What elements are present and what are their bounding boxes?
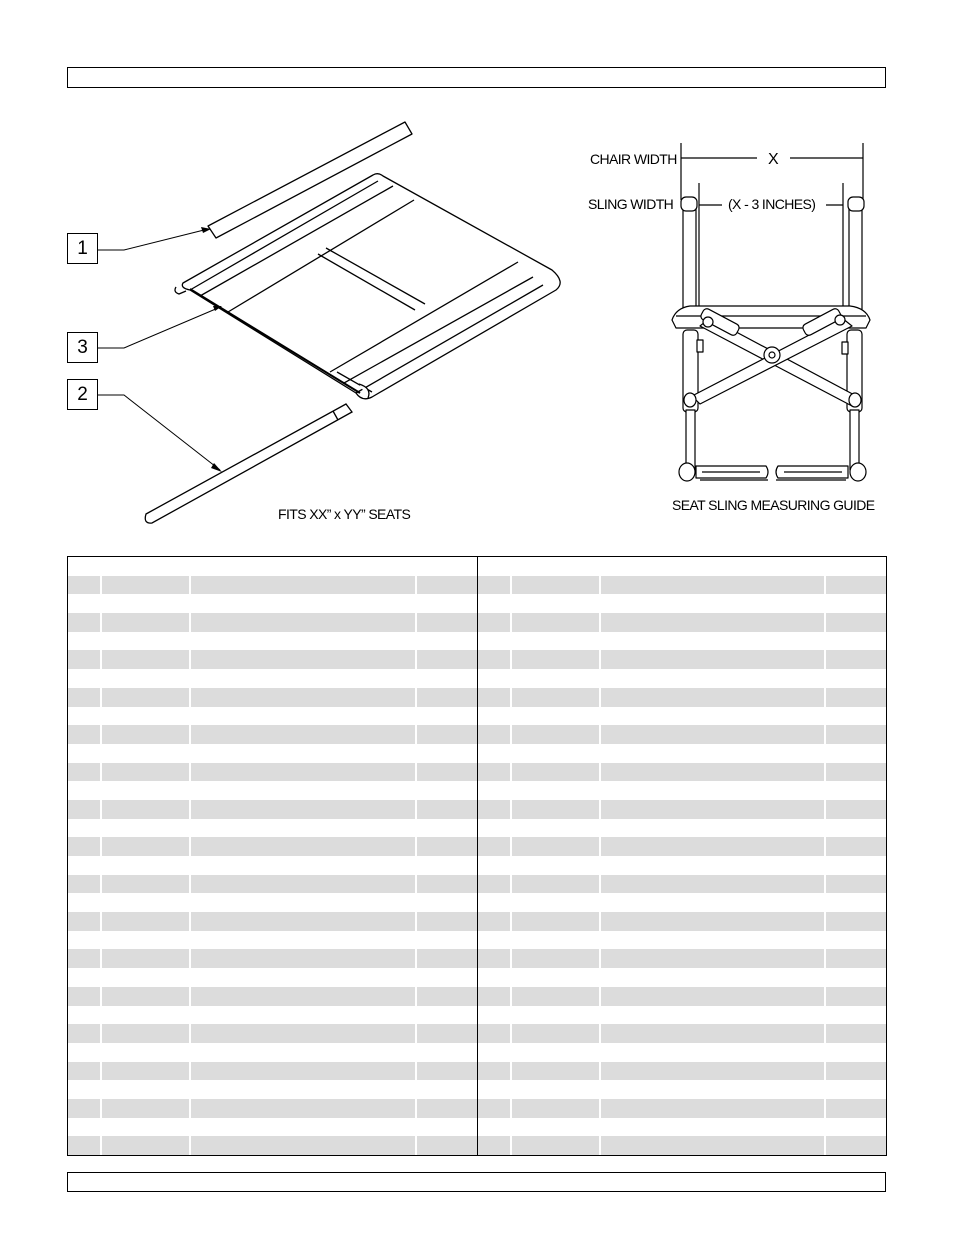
footer-box — [67, 1172, 886, 1192]
table-cell-separator — [510, 949, 512, 968]
table-row — [478, 987, 886, 1006]
seat-sling-exploded-view — [0, 0, 954, 560]
measuring-guide-caption: SEAT SLING MEASURING GUIDE — [672, 497, 875, 513]
table-cell-separator — [100, 875, 102, 894]
table-row — [478, 1062, 886, 1081]
table-cell-separator — [100, 1062, 102, 1081]
table-cell-separator — [415, 613, 417, 632]
table-cell-separator — [189, 912, 191, 931]
table-row — [68, 669, 477, 688]
table-cell-separator — [415, 949, 417, 968]
table-cell-separator — [510, 800, 512, 819]
table-row — [68, 1024, 477, 1043]
table-cell-separator — [599, 912, 601, 931]
table-cell-separator — [510, 725, 512, 744]
table-cell-separator — [100, 576, 102, 595]
table-cell-separator — [415, 1062, 417, 1081]
table-row — [478, 875, 886, 894]
table-row — [68, 912, 477, 931]
table-row — [478, 688, 886, 707]
table-cell-separator — [599, 650, 601, 669]
table-row — [68, 744, 477, 763]
table-cell-separator — [189, 1024, 191, 1043]
table-cell-separator — [100, 613, 102, 632]
table-cell-separator — [599, 688, 601, 707]
table-cell-separator — [510, 613, 512, 632]
table-row — [68, 688, 477, 707]
table-row — [478, 837, 886, 856]
table-cell-separator — [510, 1099, 512, 1118]
table-cell-separator — [824, 912, 826, 931]
table-cell-separator — [824, 725, 826, 744]
table-row — [68, 800, 477, 819]
sling-width-label: SLING WIDTH — [588, 196, 674, 212]
table-cell-separator — [100, 912, 102, 931]
table-row — [68, 707, 477, 726]
table-row — [478, 968, 886, 987]
table-cell-separator — [100, 688, 102, 707]
sling-width-value: (X - 3 INCHES) — [728, 196, 816, 212]
table-cell-separator — [599, 800, 601, 819]
table-row — [478, 744, 886, 763]
table-row — [478, 1080, 886, 1099]
table-cell-separator — [415, 1136, 417, 1155]
table-row — [478, 781, 886, 800]
table-cell-separator — [599, 1024, 601, 1043]
table-row — [68, 856, 477, 875]
table-cell-separator — [599, 725, 601, 744]
table-row — [478, 893, 886, 912]
table-row — [68, 613, 477, 632]
table-row — [478, 669, 886, 688]
table-cell-separator — [824, 576, 826, 595]
table-row — [478, 912, 886, 931]
table-cell-separator — [824, 1136, 826, 1155]
table-cell-separator — [100, 1099, 102, 1118]
table-cell-separator — [510, 1136, 512, 1155]
table-cell-separator — [189, 613, 191, 632]
table-cell-separator — [599, 1062, 601, 1081]
table-cell-separator — [599, 576, 601, 595]
parts-table-right-column — [478, 557, 886, 1155]
table-cell-separator — [824, 800, 826, 819]
table-row — [68, 650, 477, 669]
table-cell-separator — [415, 1024, 417, 1043]
table-row — [478, 707, 886, 726]
table-cell-separator — [189, 688, 191, 707]
table-row — [68, 987, 477, 1006]
table-cell-separator — [100, 837, 102, 856]
table-cell-separator — [510, 650, 512, 669]
table-row — [68, 763, 477, 782]
table-row — [68, 725, 477, 744]
table-row — [478, 632, 886, 651]
table-cell-separator — [415, 688, 417, 707]
table-cell-separator — [824, 688, 826, 707]
table-row — [478, 576, 886, 595]
table-cell-separator — [189, 650, 191, 669]
table-cell-separator — [189, 576, 191, 595]
table-cell-separator — [510, 837, 512, 856]
table-row — [68, 594, 477, 613]
table-cell-separator — [599, 987, 601, 1006]
table-cell-separator — [415, 576, 417, 595]
table-cell-separator — [824, 763, 826, 782]
table-row — [478, 650, 886, 669]
table-cell-separator — [415, 725, 417, 744]
fits-caption: FITS XX” x YY” SEATS — [278, 506, 411, 522]
table-row — [68, 837, 477, 856]
table-cell-separator — [415, 912, 417, 931]
table-cell-separator — [510, 1062, 512, 1081]
table-cell-separator — [824, 987, 826, 1006]
table-cell-separator — [824, 1062, 826, 1081]
table-cell-separator — [100, 1136, 102, 1155]
table-row — [478, 1043, 886, 1062]
table-row — [478, 613, 886, 632]
table-cell-separator — [599, 1099, 601, 1118]
table-row — [478, 763, 886, 782]
table-cell-separator — [599, 613, 601, 632]
table-cell-separator — [189, 725, 191, 744]
table-cell-separator — [189, 1136, 191, 1155]
table-cell-separator — [510, 576, 512, 595]
table-cell-separator — [189, 875, 191, 894]
table-cell-separator — [599, 837, 601, 856]
table-cell-separator — [599, 763, 601, 782]
table-cell-separator — [100, 1024, 102, 1043]
callout-1: 1 — [67, 233, 98, 264]
table-row — [68, 632, 477, 651]
table-cell-separator — [510, 763, 512, 782]
table-row — [68, 931, 477, 950]
table-cell-separator — [510, 987, 512, 1006]
table-cell-separator — [510, 1024, 512, 1043]
table-row — [68, 949, 477, 968]
table-row — [478, 1006, 886, 1025]
table-cell-separator — [415, 650, 417, 669]
table-cell-separator — [415, 800, 417, 819]
table-cell-separator — [824, 650, 826, 669]
callout-3: 3 — [67, 332, 98, 363]
table-row — [478, 1118, 886, 1137]
table-row — [68, 968, 477, 987]
table-row — [478, 725, 886, 744]
table-row — [478, 949, 886, 968]
table-cell-separator — [415, 763, 417, 782]
table-cell-separator — [510, 875, 512, 894]
table-cell-separator — [100, 725, 102, 744]
table-cell-separator — [189, 800, 191, 819]
table-row — [68, 1080, 477, 1099]
parts-table-left-column — [68, 557, 477, 1155]
table-cell-separator — [415, 987, 417, 1006]
table-cell-separator — [189, 1099, 191, 1118]
chair-width-label: CHAIR WIDTH — [590, 151, 677, 167]
table-row — [68, 1043, 477, 1062]
table-cell-separator — [100, 650, 102, 669]
table-row — [478, 557, 886, 576]
table-row — [68, 576, 477, 595]
table-row — [68, 1136, 477, 1155]
table-cell-separator — [510, 688, 512, 707]
callout-2: 2 — [67, 379, 98, 410]
table-cell-separator — [100, 800, 102, 819]
table-row — [68, 1062, 477, 1081]
table-row — [478, 1024, 886, 1043]
parts-table — [67, 556, 887, 1156]
table-cell-separator — [415, 875, 417, 894]
table-cell-separator — [824, 613, 826, 632]
table-cell-separator — [189, 1062, 191, 1081]
table-row — [478, 800, 886, 819]
table-row — [68, 893, 477, 912]
table-row — [68, 819, 477, 838]
table-row — [478, 594, 886, 613]
table-cell-separator — [100, 763, 102, 782]
table-row — [478, 819, 886, 838]
table-cell-separator — [415, 837, 417, 856]
table-cell-separator — [599, 1136, 601, 1155]
table-cell-separator — [599, 949, 601, 968]
table-cell-separator — [824, 837, 826, 856]
table-row — [478, 931, 886, 950]
table-row — [68, 557, 477, 576]
table-cell-separator — [599, 875, 601, 894]
table-cell-separator — [100, 949, 102, 968]
wheelchair-frame — [672, 143, 870, 481]
table-row — [68, 781, 477, 800]
table-cell-separator — [824, 1099, 826, 1118]
table-row — [68, 1099, 477, 1118]
table-cell-separator — [415, 1099, 417, 1118]
part-3-sling — [175, 174, 560, 399]
leader-lines — [98, 230, 220, 470]
table-cell-separator — [189, 837, 191, 856]
table-row — [68, 875, 477, 894]
table-cell-separator — [189, 763, 191, 782]
table-row — [68, 1006, 477, 1025]
table-cell-separator — [189, 949, 191, 968]
table-cell-separator — [189, 987, 191, 1006]
table-row — [68, 1118, 477, 1137]
table-cell-separator — [824, 949, 826, 968]
table-cell-separator — [100, 987, 102, 1006]
table-row — [478, 1136, 886, 1155]
table-cell-separator — [824, 875, 826, 894]
table-row — [478, 856, 886, 875]
table-cell-separator — [510, 912, 512, 931]
table-cell-separator — [824, 1024, 826, 1043]
table-row — [478, 1099, 886, 1118]
chair-width-value: X — [768, 151, 779, 168]
